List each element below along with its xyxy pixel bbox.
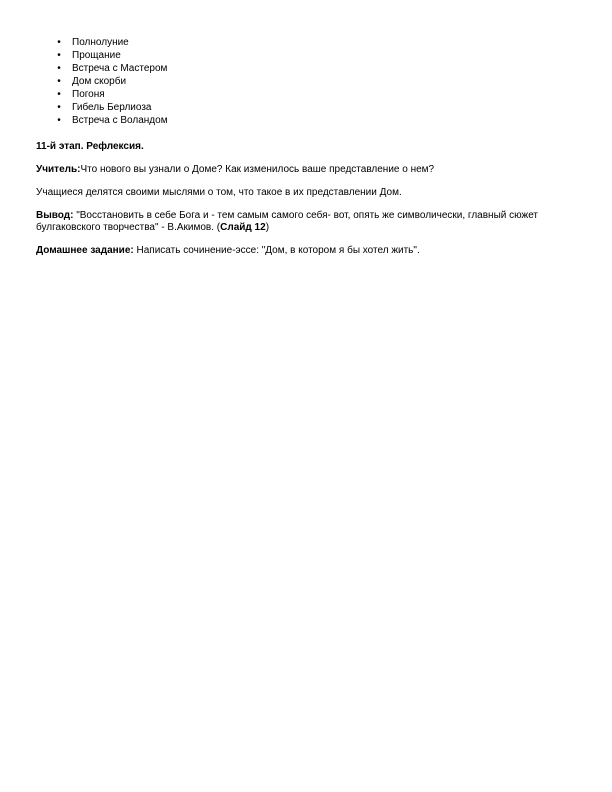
conclusion-text-line1: "Восстановить в себе Бога и - тем самым самого себя- вот, опять же символически, главный сюжет (73, 210, 539, 221)
homework-label: Домашнее задание: (36, 245, 134, 256)
close-paren: ) (265, 222, 270, 233)
list-item: • Встреча с Мастером (36, 62, 576, 75)
episode-list (36, 36, 576, 127)
slide-reference: Слайд 12 (220, 222, 266, 233)
conclusion-label: Вывод: (36, 210, 74, 221)
list-item: • Гибель Берлиоза (36, 101, 576, 114)
conclusion-paragraph (36, 210, 576, 234)
homework-text: Написать сочинение-эссе: "Дом, в котором я бы хотел жить". (133, 245, 420, 256)
bullet-icon: • (57, 89, 61, 100)
bullet-icon: • (57, 115, 61, 126)
document-content (36, 36, 576, 257)
bullet-icon: • (57, 50, 61, 61)
teacher-label: Учитель: (36, 164, 81, 175)
conclusion-text-line2: булгаковского творчества" - В.Акимов. ( (36, 222, 221, 233)
list-item: • Погоня (36, 88, 576, 101)
homework-paragraph (36, 245, 576, 257)
teacher-question: Что нового вы узнали о Доме? Как изменилось ваше представление о нем? (80, 164, 435, 175)
bullet-icon: • (57, 76, 61, 87)
teacher-paragraph (36, 164, 576, 176)
bullet-icon: • (57, 63, 61, 74)
stage-heading: 11-й этап. Рефлексия. (36, 141, 144, 152)
bullet-icon: • (57, 37, 61, 48)
list-item: • Дом скорби (36, 75, 576, 88)
list-item: • Полнолуние (36, 36, 576, 49)
students-paragraph: Учащиеся делятся своими мыслями о том, что такое в их представлении Дом. (36, 187, 402, 198)
list-item: • Прощание (36, 49, 576, 62)
bullet-icon: • (57, 102, 61, 113)
list-item: • Встреча с Воландом (36, 114, 576, 127)
